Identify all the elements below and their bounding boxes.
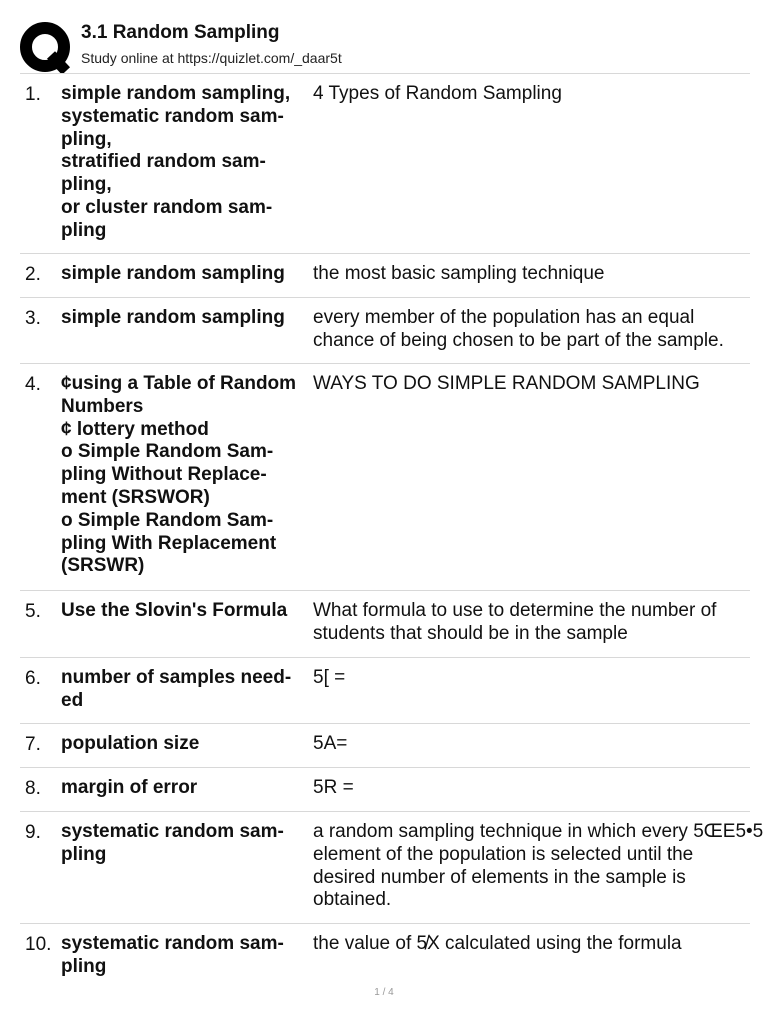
term-line: pling — [61, 219, 107, 241]
term-line: Numbers — [61, 395, 144, 417]
card-number: 8. — [25, 778, 41, 799]
card-number: 6. — [25, 668, 41, 689]
card-number: 5. — [25, 601, 41, 622]
term-line: ¢ lottery method — [61, 418, 209, 440]
card-term — [61, 777, 307, 800]
term-line: stratified random sam- — [61, 151, 266, 173]
term-line: pling, — [61, 174, 112, 196]
term-line: pling — [61, 843, 107, 865]
card-definition — [313, 777, 753, 800]
term-line: number of samples need- — [61, 667, 292, 688]
definition-line: WAYS TO DO SIMPLE RANDOM SAMPLING — [313, 373, 700, 394]
card-term — [61, 821, 307, 867]
term-line: simple random sampling — [61, 307, 285, 328]
card-definition — [313, 733, 753, 756]
card-term — [61, 600, 307, 623]
card-number: 4. — [25, 374, 41, 395]
term-line: pling With Replacement — [61, 532, 277, 554]
definition-line: every member of the population has an equal — [313, 307, 695, 328]
card-definition — [313, 307, 753, 353]
flashcard-row — [20, 591, 750, 658]
term-line: Use the Slovin's Formula — [61, 600, 288, 621]
card-number: 7. — [25, 734, 41, 755]
term-line: population size — [61, 733, 200, 754]
definition-line: the value of 5̸X calculated using the formula — [313, 933, 682, 954]
term-line: o Simple Random Sam- — [61, 509, 274, 531]
term-line: systematic random sam- — [61, 821, 284, 842]
term-line: pling — [61, 955, 107, 977]
card-definition — [313, 373, 753, 396]
card-number: 3. — [25, 308, 41, 329]
card-term — [61, 933, 307, 979]
definition-line: 5A= — [313, 733, 348, 754]
card-number: 9. — [25, 822, 41, 843]
card-definition — [313, 933, 753, 956]
card-term — [61, 373, 307, 578]
card-definition — [313, 263, 753, 286]
flashcard-list — [20, 74, 764, 990]
term-line: ment (SRSWOR) — [61, 486, 210, 508]
flashcard-row — [20, 74, 750, 254]
definition-line: students that should be in the sample — [313, 622, 628, 644]
card-term — [61, 307, 307, 330]
term-line: systematic random sam- — [61, 933, 284, 954]
card-term — [61, 667, 307, 713]
card-number: 10. — [25, 934, 52, 955]
term-line: or cluster random sam- — [61, 196, 273, 218]
flashcard-row — [20, 254, 750, 298]
definition-line: 5[ = — [313, 667, 346, 688]
term-line: o Simple Random Sam- — [61, 441, 274, 463]
definition-line: desired number of elements in the sample is — [313, 866, 686, 888]
card-definition — [313, 667, 753, 690]
definition-line: What formula to use to determine the number of — [313, 600, 717, 621]
card-term — [61, 83, 307, 243]
page-indicator: 1 / 4 — [374, 987, 394, 998]
definition-line: a random sampling technique in which every 5ŒE5•5 — [313, 821, 764, 842]
card-definition — [313, 600, 753, 646]
flashcard-row — [20, 924, 750, 990]
term-line: margin of error — [61, 777, 198, 798]
card-number: 2. — [25, 264, 41, 285]
term-line: ed — [61, 689, 84, 711]
term-line: pling Without Replace- — [61, 464, 267, 486]
quizlet-logo-icon — [20, 22, 72, 74]
flashcard-row — [20, 724, 750, 768]
card-definition — [313, 83, 753, 106]
study-online-link[interactable]: Study online at https://quizlet.com/_daar5t — [81, 50, 342, 66]
document-title: 3.1 Random Sampling — [81, 22, 280, 43]
term-line: simple random sampling — [61, 263, 285, 284]
card-definition — [313, 821, 764, 912]
flashcard-row — [20, 364, 750, 591]
flashcard-row — [20, 768, 750, 812]
term-line: (SRSWR) — [61, 555, 145, 577]
term-line: simple random sampling, — [61, 83, 291, 104]
card-term — [61, 733, 307, 756]
term-line: pling, — [61, 128, 112, 150]
definition-line: chance of being chosen to be part of the sample. — [313, 329, 724, 351]
definition-line: element of the population is selected until the — [313, 843, 694, 865]
definition-line: 4 Types of Random Sampling — [313, 83, 562, 104]
definition-line: obtained. — [313, 889, 392, 911]
flashcard-row — [20, 298, 750, 364]
flashcard-row — [20, 658, 750, 724]
flashcard-row — [20, 812, 764, 924]
document-header — [20, 18, 750, 74]
definition-line: the most basic sampling technique — [313, 263, 605, 284]
definition-line: 5R = — [313, 777, 354, 798]
card-term — [61, 263, 307, 286]
term-line: systematic random sam- — [61, 105, 284, 127]
card-number: 1. — [25, 84, 41, 105]
term-line: ¢using a Table of Random — [61, 373, 297, 394]
